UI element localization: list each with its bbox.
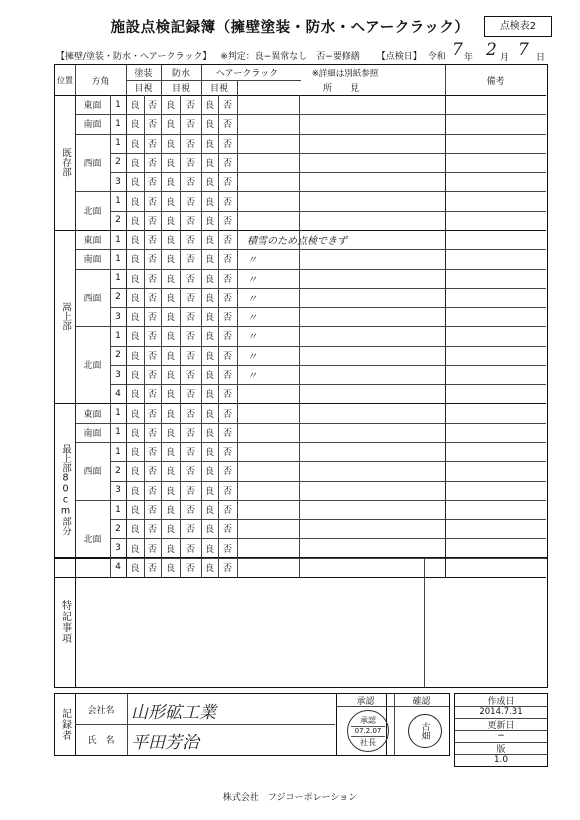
finding-text <box>241 211 441 230</box>
option-bad-1: 否 <box>185 313 195 324</box>
option-good-2: 良 <box>204 178 214 189</box>
direction-label: 南面 <box>83 255 102 266</box>
option-bad-0: 否 <box>147 486 157 497</box>
row-number: 2 <box>115 215 121 226</box>
finding-text <box>241 153 441 172</box>
row-number: 3 <box>115 369 121 380</box>
era-label: 令和 <box>427 52 446 62</box>
option-good-1: 良 <box>165 544 175 555</box>
option-good-2: 良 <box>204 293 214 304</box>
option-bad-1: 否 <box>185 428 195 439</box>
inspection-table <box>54 64 548 574</box>
option-bad-1: 否 <box>185 274 195 285</box>
created-date: 2014.7.31 <box>479 707 523 717</box>
finding-text <box>241 519 441 538</box>
inspector-name-label: 氏 名 <box>87 735 115 746</box>
direction-label: 東面 <box>83 409 102 420</box>
option-good-2: 良 <box>204 506 214 516</box>
option-good-0: 良 <box>130 255 140 266</box>
row-number: 3 <box>115 485 121 496</box>
finding-text: 〃 <box>247 274 257 286</box>
option-good-2: 良 <box>204 371 214 382</box>
row-number: 1 <box>115 99 121 110</box>
option-bad-1: 否 <box>185 293 195 304</box>
option-good-1: 良 <box>165 120 175 131</box>
option-good-0: 良 <box>130 216 140 227</box>
confirm-label: 確認 <box>412 696 431 707</box>
option-good-0: 良 <box>130 486 140 497</box>
option-good-2: 良 <box>204 197 214 208</box>
option-good-1: 良 <box>165 467 175 478</box>
option-bad-1: 否 <box>185 332 195 343</box>
approve-label: 承認 <box>356 696 375 707</box>
option-bad-2: 否 <box>222 563 232 574</box>
row-number: 1 <box>115 273 121 284</box>
option-bad-2: 否 <box>222 120 232 131</box>
option-good-2: 良 <box>204 409 214 420</box>
finding-text: 〃 <box>247 332 257 344</box>
finding-text <box>241 403 441 422</box>
option-bad-1: 否 <box>185 236 195 247</box>
option-good-1: 良 <box>165 409 175 420</box>
option-good-1: 良 <box>165 197 175 208</box>
option-bad-0: 否 <box>147 448 157 459</box>
option-bad-0: 否 <box>147 409 157 420</box>
day-unit: 日 <box>536 53 546 63</box>
option-bad-1: 否 <box>185 178 195 189</box>
row-number: 1 <box>115 427 121 438</box>
judgement-note: ※判定：良−異常なし 否−要修繕 <box>220 52 360 62</box>
col-header-visual-waterproof: 目視 <box>171 84 190 94</box>
special-notes-label: 特記事項 <box>59 600 71 644</box>
col-header-waterproof: 防水 <box>171 69 190 79</box>
option-bad-0: 否 <box>147 332 157 343</box>
document-meta <box>454 693 548 767</box>
date-label: 【点検日】 <box>376 52 422 62</box>
section-label: 最上部80cm部分 <box>60 444 71 536</box>
row-number: 4 <box>115 562 121 573</box>
page-title: 施設点検記録簿（擁壁塗装・防水・ヘアークラック） <box>110 20 470 36</box>
finding-text <box>241 172 441 191</box>
option-good-0: 良 <box>130 139 140 150</box>
year-unit: 年 <box>464 53 474 63</box>
option-bad-0: 否 <box>147 428 157 439</box>
option-good-2: 良 <box>204 544 214 555</box>
finding-text: 〃 <box>247 351 257 363</box>
option-bad-0: 否 <box>147 216 157 227</box>
option-good-2: 良 <box>204 120 214 131</box>
row-number: 2 <box>115 465 121 476</box>
option-good-2: 良 <box>204 255 214 266</box>
option-bad-0: 否 <box>147 178 157 189</box>
day-value: 7 <box>518 40 529 60</box>
finding-text <box>241 538 441 557</box>
option-good-1: 良 <box>165 351 175 362</box>
row-number: 2 <box>115 292 121 303</box>
finding-text: 〃 <box>247 313 257 325</box>
direction-label: 南面 <box>83 428 102 439</box>
row-number: 1 <box>115 234 121 245</box>
finding-text: 積雪のため点検できず <box>247 236 347 248</box>
option-good-2: 良 <box>204 351 214 362</box>
option-bad-2: 否 <box>222 139 232 150</box>
section-label: 既存部 <box>60 148 71 177</box>
option-good-0: 良 <box>130 525 140 536</box>
option-good-1: 良 <box>165 332 175 343</box>
finding-text: 〃 <box>247 371 257 383</box>
option-good-2: 良 <box>204 467 214 478</box>
option-good-1: 良 <box>165 139 175 150</box>
option-bad-0: 否 <box>147 274 157 285</box>
option-good-0: 良 <box>130 178 140 189</box>
subheader <box>56 49 446 62</box>
option-good-1: 良 <box>165 313 175 324</box>
direction-label: 北面 <box>83 534 102 545</box>
option-bad-0: 否 <box>147 197 157 208</box>
row-number: 2 <box>115 157 121 168</box>
option-good-1: 良 <box>165 158 175 169</box>
col-header-hair-crack: ヘアークラック <box>215 69 279 79</box>
option-good-2: 良 <box>204 216 214 227</box>
option-bad-0: 否 <box>147 390 157 401</box>
option-good-1: 良 <box>165 486 175 497</box>
option-good-2: 良 <box>204 428 214 439</box>
finding-text <box>241 442 441 461</box>
option-bad-0: 否 <box>147 525 157 536</box>
option-bad-1: 否 <box>185 120 195 131</box>
inspector-name-value: 平田芳治 <box>131 732 199 753</box>
direction-label: 北面 <box>83 207 102 218</box>
option-bad-1: 否 <box>185 409 195 420</box>
option-bad-0: 否 <box>147 351 157 362</box>
option-good-1: 良 <box>165 236 175 247</box>
option-good-0: 良 <box>130 390 140 401</box>
option-bad-2: 否 <box>222 448 232 459</box>
option-good-1: 良 <box>165 101 175 112</box>
option-good-0: 良 <box>130 274 140 285</box>
option-good-2: 良 <box>204 390 214 401</box>
version-value: 1.0 <box>493 755 509 765</box>
option-good-0: 良 <box>130 448 140 459</box>
approval-section <box>336 693 450 756</box>
option-bad-0: 否 <box>147 101 157 112</box>
finding-text <box>241 384 441 403</box>
option-good-2: 良 <box>204 332 214 343</box>
row-number: 3 <box>115 176 121 187</box>
option-good-0: 良 <box>130 409 140 420</box>
option-bad-2: 否 <box>222 390 232 401</box>
section-label: 嵩上部 <box>60 302 71 331</box>
option-good-0: 良 <box>130 506 140 516</box>
form-id-badge: 点検表2 <box>484 16 552 37</box>
direction-label: 西面 <box>83 158 102 169</box>
option-bad-0: 否 <box>147 120 157 131</box>
option-good-2: 良 <box>204 139 214 150</box>
option-bad-2: 否 <box>222 313 232 324</box>
option-bad-1: 否 <box>185 448 195 459</box>
option-good-1: 良 <box>165 178 175 189</box>
option-good-0: 良 <box>130 467 140 478</box>
option-good-1: 良 <box>165 216 175 227</box>
option-bad-2: 否 <box>222 255 232 266</box>
option-good-2: 良 <box>204 101 214 112</box>
option-good-2: 良 <box>204 236 214 247</box>
finding-text <box>241 191 441 210</box>
option-bad-0: 否 <box>147 467 157 478</box>
option-bad-2: 否 <box>222 332 232 343</box>
row-number: 4 <box>115 388 121 399</box>
option-bad-2: 否 <box>222 216 232 227</box>
row-number: 1 <box>115 408 121 419</box>
col-header-visual-coating: 目視 <box>134 84 153 94</box>
finding-text <box>241 134 441 153</box>
col-header-detail-note: ※詳細は別紙参照 <box>311 68 379 79</box>
option-good-0: 良 <box>130 158 140 169</box>
option-bad-0: 否 <box>147 313 157 324</box>
special-notes-section <box>54 557 548 688</box>
direction-label: 南面 <box>83 120 102 131</box>
option-good-0: 良 <box>130 371 140 382</box>
row-number: 1 <box>115 253 121 264</box>
option-bad-0: 否 <box>147 158 157 169</box>
confirm-stamp: 古畑 <box>408 714 442 748</box>
option-bad-2: 否 <box>222 274 232 285</box>
option-bad-0: 否 <box>147 236 157 247</box>
row-number: 1 <box>115 330 121 341</box>
option-bad-1: 否 <box>185 139 195 150</box>
option-bad-2: 否 <box>222 544 232 555</box>
finding-text <box>241 114 441 133</box>
row-number: 3 <box>115 543 121 554</box>
direction-label: 西面 <box>83 293 102 304</box>
option-good-0: 良 <box>130 332 140 343</box>
option-good-0: 良 <box>130 120 140 131</box>
option-good-2: 良 <box>204 313 214 324</box>
row-number: 1 <box>115 138 121 149</box>
col-header-findings: 所 見 <box>322 84 359 94</box>
option-bad-0: 否 <box>147 544 157 555</box>
option-bad-1: 否 <box>185 544 195 555</box>
option-good-1: 良 <box>165 293 175 304</box>
option-bad-1: 否 <box>185 216 195 227</box>
option-good-2: 良 <box>204 525 214 536</box>
option-good-2: 良 <box>204 448 214 459</box>
option-bad-1: 否 <box>185 371 195 382</box>
approval-stamp: 承認 07.2.07 社長 <box>347 710 389 752</box>
option-bad-2: 否 <box>222 158 232 169</box>
row-number: 3 <box>115 311 121 322</box>
finding-text <box>241 423 441 442</box>
option-bad-2: 否 <box>222 197 232 208</box>
month-unit: 月 <box>500 53 510 63</box>
option-bad-0: 否 <box>147 563 157 574</box>
created-label: 作成日 <box>487 696 515 707</box>
option-bad-2: 否 <box>222 178 232 189</box>
option-bad-1: 否 <box>185 525 195 536</box>
option-good-0: 良 <box>130 351 140 362</box>
option-bad-0: 否 <box>147 293 157 304</box>
direction-label: 東面 <box>83 236 102 247</box>
year-value: 7 <box>452 40 463 60</box>
updated-label: 更新日 <box>487 720 515 731</box>
direction-label: 北面 <box>83 361 102 372</box>
updated-value: − <box>497 731 505 741</box>
option-bad-2: 否 <box>222 525 232 536</box>
option-bad-1: 否 <box>185 486 195 497</box>
option-good-0: 良 <box>130 101 140 112</box>
finding-text <box>241 95 441 114</box>
option-good-1: 良 <box>165 448 175 459</box>
company-name-label: 会社名 <box>87 705 115 716</box>
option-bad-2: 否 <box>222 486 232 497</box>
col-header-visual-crack: 目視 <box>209 84 228 94</box>
option-good-1: 良 <box>165 255 175 266</box>
row-number: 1 <box>115 118 121 129</box>
option-good-2: 良 <box>204 158 214 169</box>
option-bad-2: 否 <box>222 293 232 304</box>
row-number: 1 <box>115 196 121 207</box>
option-bad-2: 否 <box>222 506 232 516</box>
option-good-0: 良 <box>130 197 140 208</box>
option-good-1: 良 <box>165 274 175 285</box>
option-good-1: 良 <box>165 390 175 401</box>
col-header-position: 位置 <box>57 75 73 85</box>
option-bad-0: 否 <box>147 371 157 382</box>
option-bad-0: 否 <box>147 255 157 266</box>
recorder-label: 記録者 <box>59 707 71 741</box>
option-bad-2: 否 <box>222 236 232 247</box>
option-good-1: 良 <box>165 525 175 536</box>
col-header-remarks: 備考 <box>486 76 505 87</box>
option-good-2: 良 <box>204 486 214 497</box>
row-number: 1 <box>115 504 121 515</box>
row-number: 2 <box>115 350 121 361</box>
finding-text <box>241 500 441 519</box>
option-good-2: 良 <box>204 274 214 285</box>
finding-text <box>241 461 441 480</box>
option-good-1: 良 <box>165 428 175 439</box>
option-good-0: 良 <box>130 236 140 247</box>
option-good-1: 良 <box>165 563 175 574</box>
option-bad-2: 否 <box>222 428 232 439</box>
option-good-0: 良 <box>130 293 140 304</box>
option-bad-1: 否 <box>185 563 195 574</box>
option-bad-0: 否 <box>147 506 157 516</box>
category-label: 【擁壁/塗装・防水・ヘアークラック】 <box>56 52 212 62</box>
option-good-1: 良 <box>165 371 175 382</box>
col-header-direction: 方角 <box>91 76 110 87</box>
option-good-0: 良 <box>130 544 140 555</box>
option-bad-2: 否 <box>222 101 232 112</box>
option-bad-1: 否 <box>185 197 195 208</box>
option-bad-1: 否 <box>185 467 195 478</box>
option-bad-1: 否 <box>185 101 195 112</box>
option-bad-2: 否 <box>222 351 232 362</box>
version-label: 版 <box>496 744 506 755</box>
row-number: 1 <box>115 446 121 457</box>
col-header-coating: 塗装 <box>134 69 153 79</box>
direction-label: 東面 <box>83 101 102 112</box>
option-bad-1: 否 <box>185 255 195 266</box>
direction-label: 西面 <box>83 467 102 478</box>
option-good-2: 良 <box>204 563 214 574</box>
option-bad-2: 否 <box>222 371 232 382</box>
option-bad-1: 否 <box>185 506 195 516</box>
option-bad-2: 否 <box>222 467 232 478</box>
company-name-value: 山形砿工業 <box>131 702 216 723</box>
finding-text: 〃 <box>247 293 257 305</box>
option-bad-1: 否 <box>185 158 195 169</box>
finding-text <box>241 481 441 500</box>
row-number: 2 <box>115 523 121 534</box>
option-bad-1: 否 <box>185 390 195 401</box>
option-good-0: 良 <box>130 313 140 324</box>
option-bad-2: 否 <box>222 409 232 420</box>
option-good-0: 良 <box>130 428 140 439</box>
company-footer: 株式会社 フジコーポレーション <box>222 793 358 803</box>
option-good-1: 良 <box>165 506 175 516</box>
option-bad-1: 否 <box>185 351 195 362</box>
option-good-0: 良 <box>130 563 140 574</box>
month-value: 2 <box>486 40 497 60</box>
option-bad-0: 否 <box>147 139 157 150</box>
finding-text: 〃 <box>247 255 257 267</box>
